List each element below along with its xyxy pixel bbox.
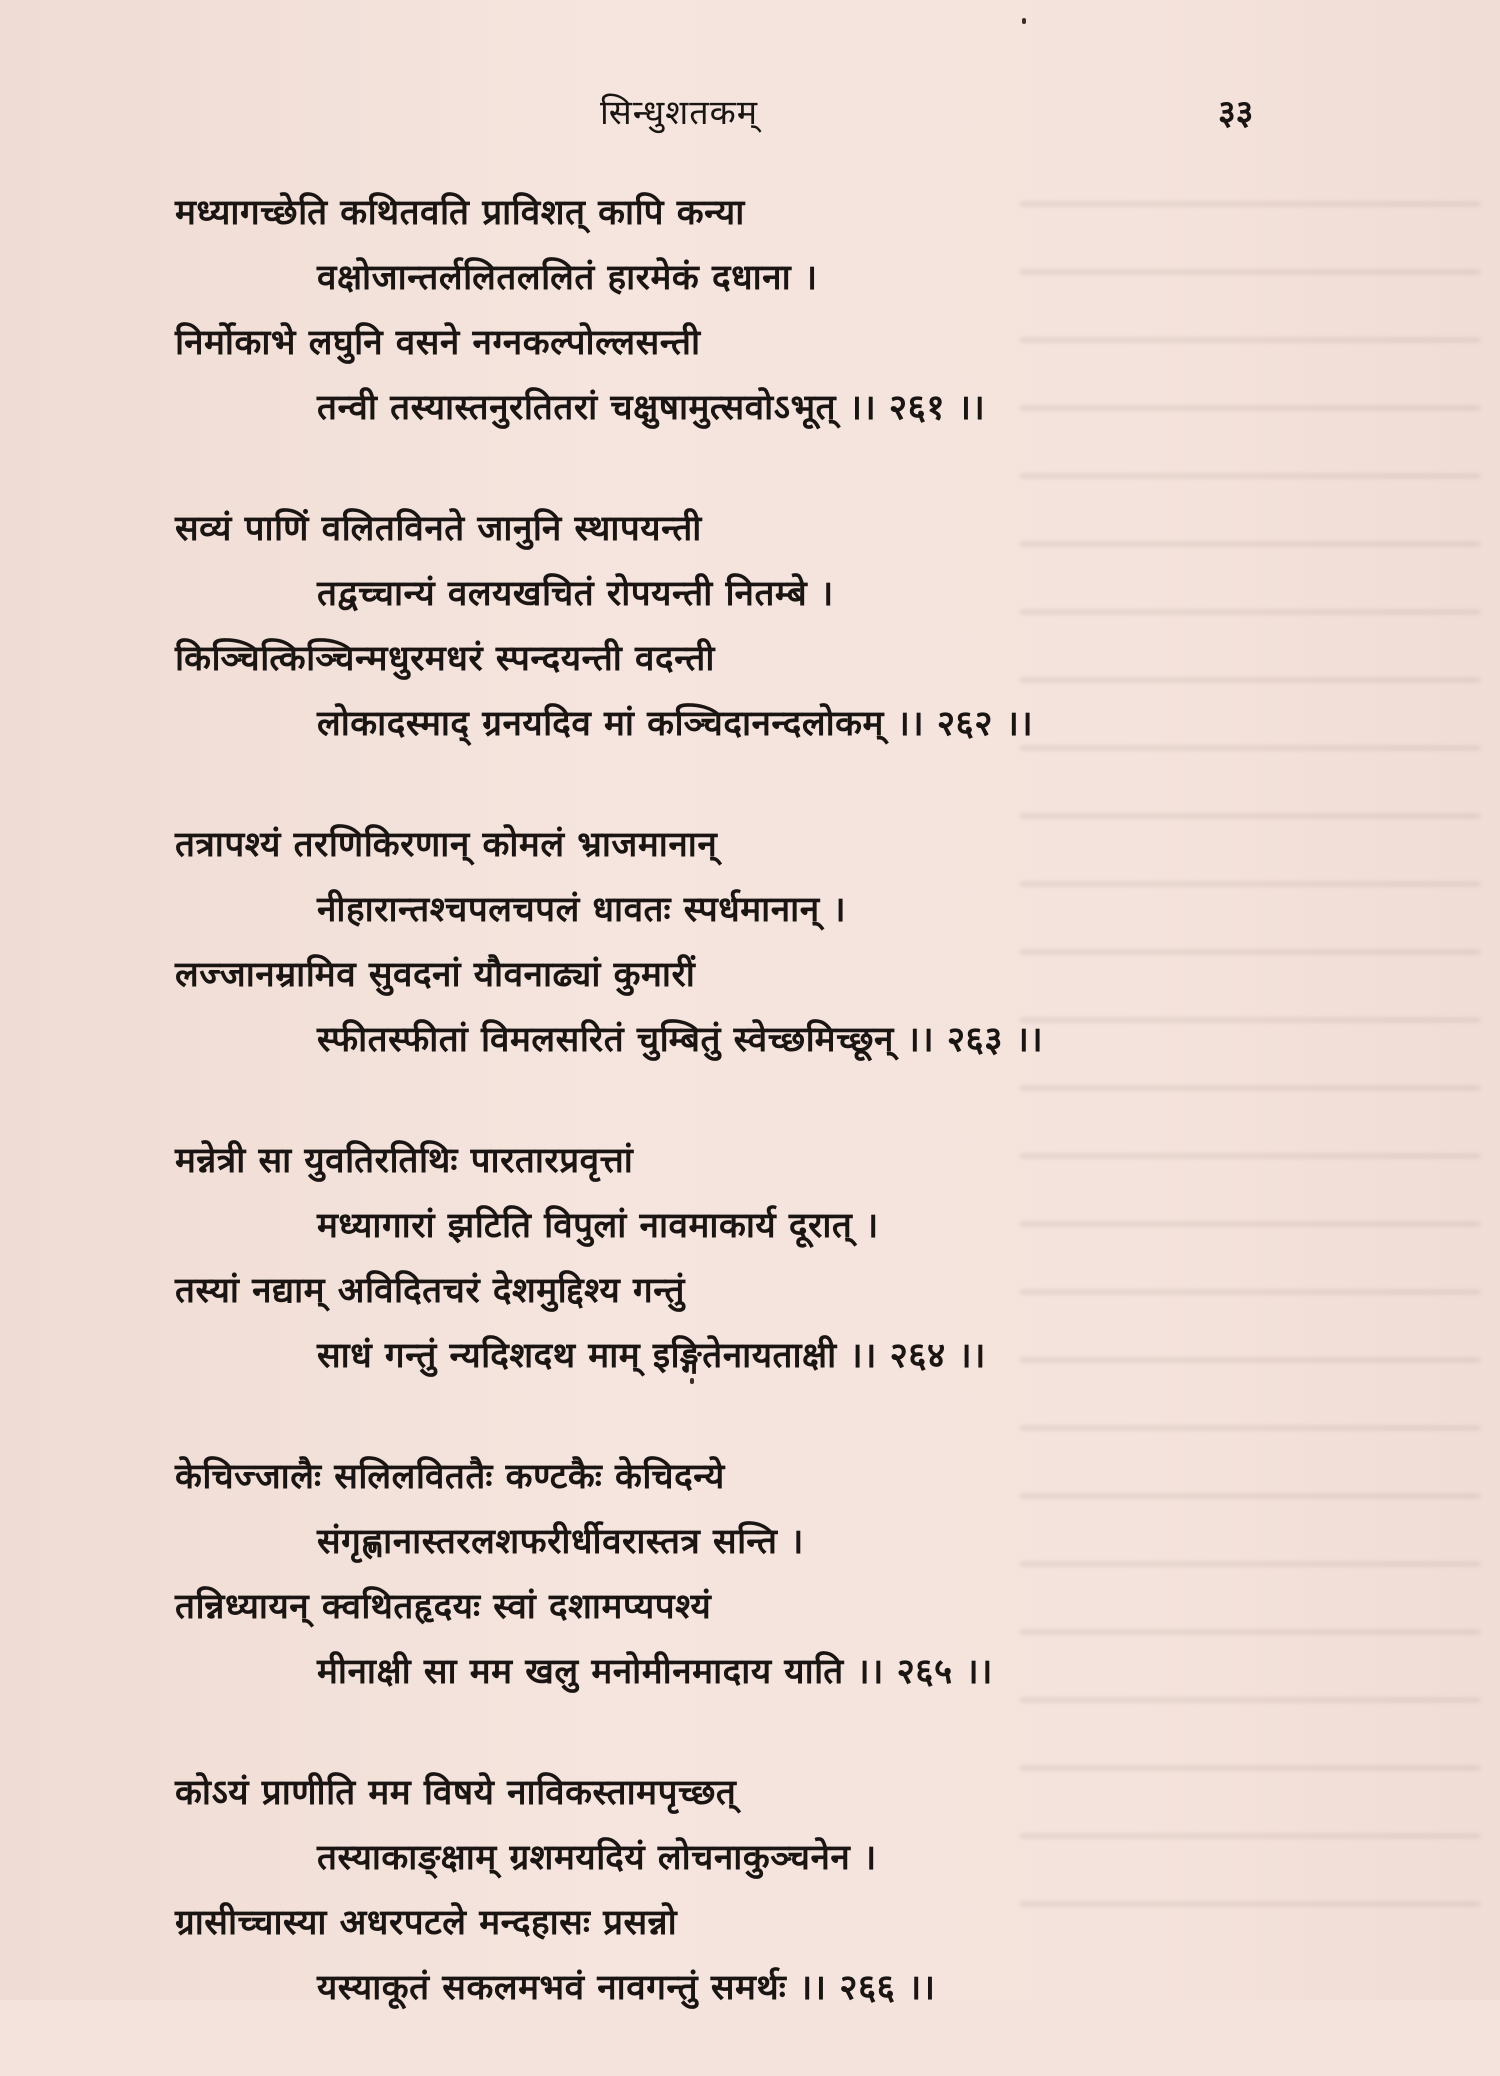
page-number: ३३ [1218,93,1254,133]
verse-266 [175,1760,1275,2020]
page-header [0,88,1500,148]
verse-line: तद्वच्चान्यं वलयखचितं रोपयन्ती नितम्बे । [317,573,834,614]
verse-line: मध्यागच्छेति कथितवति प्राविशत् कापि कन्या [175,192,745,233]
verse-line: लज्जानम्रामिव सुवदनां यौवनाढ्यां कुमारीं [175,954,696,995]
verse-line: किञ्चित्किञ्चिन्मधुरमधरं स्पन्दयन्ती वदन्ती [175,638,715,679]
verse-line: केचिज्जालैः सलिलविततैः कण्टकैः केचिदन्ये [175,1456,725,1497]
verse-line: सव्यं पाणिं वलितविनते जानुनि स्थापयन्ती [175,508,702,549]
verse-line: तस्याकाङ्क्षाम् ग्रशमयदियं लोचनाकुञ्चनेन । [317,1837,877,1878]
verse-line: वक्षोजान्तर्ललितललितं हारमेकं दधाना । [317,257,818,298]
running-title: सिन्धुशतकम् [600,93,759,133]
verse-line: निर्मोकाभे लघुनि वसने नग्नकल्पोल्लसन्ती [175,322,701,363]
verse-line: कोऽयं प्राणीति मम विषये नाविकस्तामपृच्छत् [175,1772,737,1813]
verse-line: मीनाक्षी सा मम खलु मनोमीनमादाय याति ।। २६५ ।। [317,1651,993,1692]
verse-line: साधं गन्तुं न्यदिशदथ माम् इङ्गितेनायताक्षी ।। २६४ ।। [317,1335,986,1376]
ink-speck [1022,18,1026,24]
verse-263 [175,812,1275,1072]
verse-line: नीहारान्तश्चपलचपलं धावतः स्पर्धमानान् । [317,889,847,930]
verse-262 [175,496,1275,756]
verse-line: तन्निध्यायन् क्वथितहृदयः स्वां दशामप्यपश्यं [175,1586,712,1627]
verse-line: संगृह्णानास्तरलशफरीर्धीवरास्तत्र सन्ति । [317,1521,804,1562]
verse-line: यस्याकूतं सकलमभवं नावगन्तुं समर्थः ।। २६६ ।। [317,1967,936,2008]
verse-261 [175,180,1275,440]
verse-264 [175,1128,1275,1388]
verse-line: ग्रासीच्चास्या अधरपटले मन्दहासः प्रसन्नो [175,1902,678,1943]
verse-265 [175,1444,1275,1704]
verse-line: तत्रापश्यं तरणिकिरणान् कोमलं भ्राजमानान् [175,824,718,865]
verse-line: मध्यागारां झटिति विपुलां नावमाकार्य दूरात् । [317,1205,879,1246]
verse-body [175,180,1275,2076]
verse-line: तस्यां नद्याम् अविदितचरं देशमुद्दिश्य गन्तुं [175,1270,685,1311]
verse-line: लोकादस्माद् ग्रनयदिव मां कञ्चिदानन्दलोकम् ।। २६२ ।। [317,703,1034,744]
verse-line: मन्नेत्री सा युवतिरतिथिः पारतारप्रवृत्तां [175,1140,634,1181]
verse-line: तन्वी तस्यास्तनुरतितरां चक्षुषामुत्सवोऽभूत् ।। २६१ ।। [317,387,986,428]
verse-line: स्फीतस्फीतां विमलसरितं चुम्बितुं स्वेच्छमिच्छून् ।। २६३ ।। [317,1019,1044,1060]
